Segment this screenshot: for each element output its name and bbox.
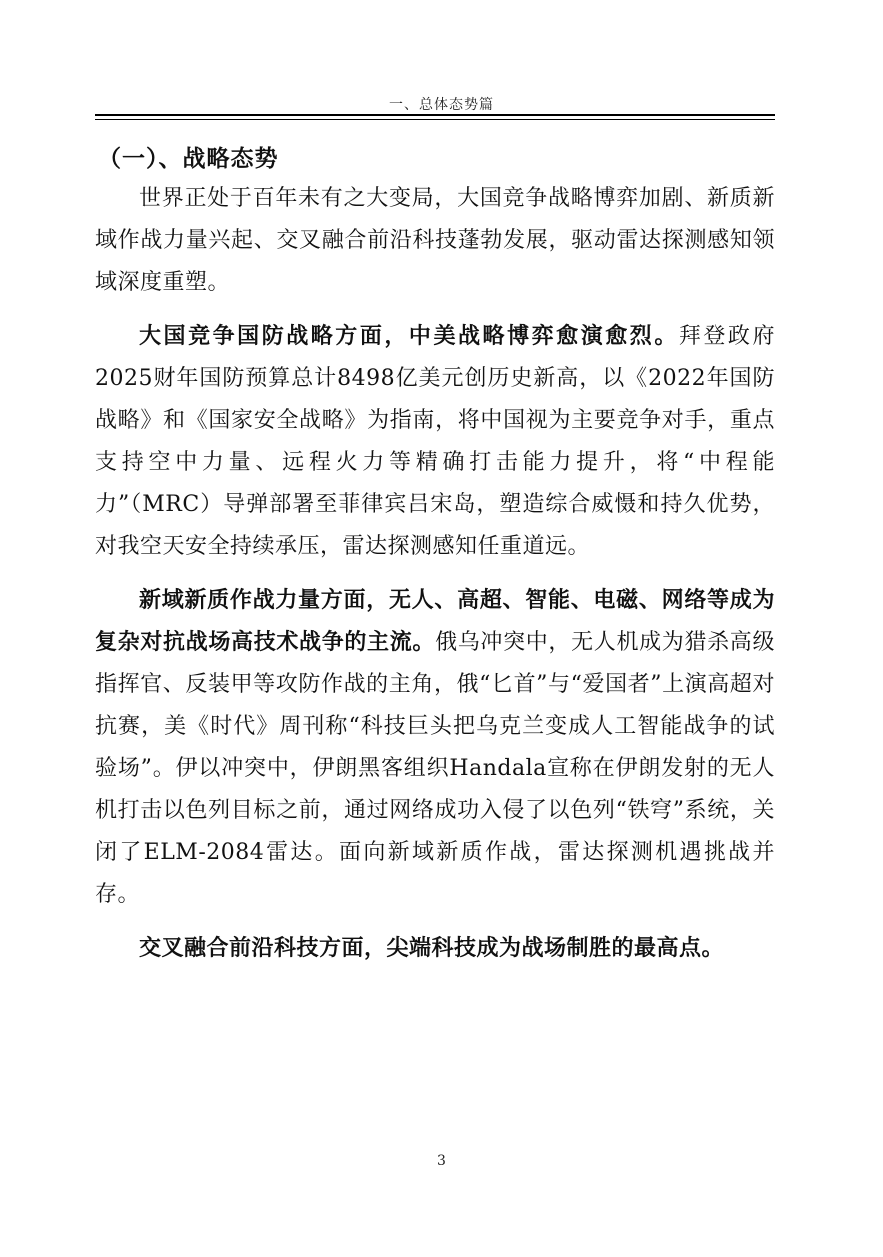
header-rule-thick <box>95 114 775 116</box>
paragraph-frontier-tech <box>95 928 775 970</box>
header-rule-thin <box>95 119 775 120</box>
running-header: 一、总体态势篇 <box>389 97 494 113</box>
paragraph-text: 拜登政府2025财年国防预算总计8498亿美元创历史新高，以《2022年国防战略》和《国家安全战略》为指南，将中国视为主要竞争对手，重点支持空中力量、远程火力等精确打击能力提升，将“中程能力”（MRC）导弹部署至菲律宾吕宋岛，塑造综合威慑和持久优势，对我空天安全持续承压，雷达探测感知任重道远。 <box>95 324 775 559</box>
paragraph-defense-strategy <box>95 316 775 568</box>
paragraph-lead: 交叉融合前沿科技方面，尖端科技成为战场制胜的最高点。 <box>139 936 725 961</box>
paragraph-new-domain-forces <box>95 580 775 916</box>
paragraph-strategic-overview <box>95 178 775 304</box>
paragraph-lead: 新域新质作战力量方面，无人、高超、智能、电磁、网络等成为复杂对抗战场高技术战争的主流。 <box>95 588 775 655</box>
page-number: 3 <box>437 1153 446 1169</box>
paragraph-text: 俄乌冲突中，无人机成为猎杀高级指挥官、反装甲等攻防作战的主角，俄“匕首”与“爱国者”上演高超对抗赛，美《时代》周刊称“科技巨头把乌克兰变成人工智能战争的试验场”。伊以冲突中，伊朗黑客组织Handala宣称在伊朗发射的无人机打击以色列目标之前，通过网络成功入侵了以色列“铁穹”系统，关闭了ELM-2084雷达。面向新域新质作战，雷达探测机遇挑战并存。 <box>95 630 775 907</box>
section-heading: （一）、战略态势 <box>98 146 279 172</box>
paragraph-lead: 大国竞争国防战略方面，中美战略博弈愈演愈烈。 <box>139 324 679 349</box>
body-text <box>95 178 775 970</box>
paragraph-text: 世界正处于百年未有之大变局，大国竞争战略博弈加剧、新质新域作战力量兴起、交叉融合前沿科技蓬勃发展，驱动雷达探测感知领域深度重塑。 <box>95 186 775 295</box>
